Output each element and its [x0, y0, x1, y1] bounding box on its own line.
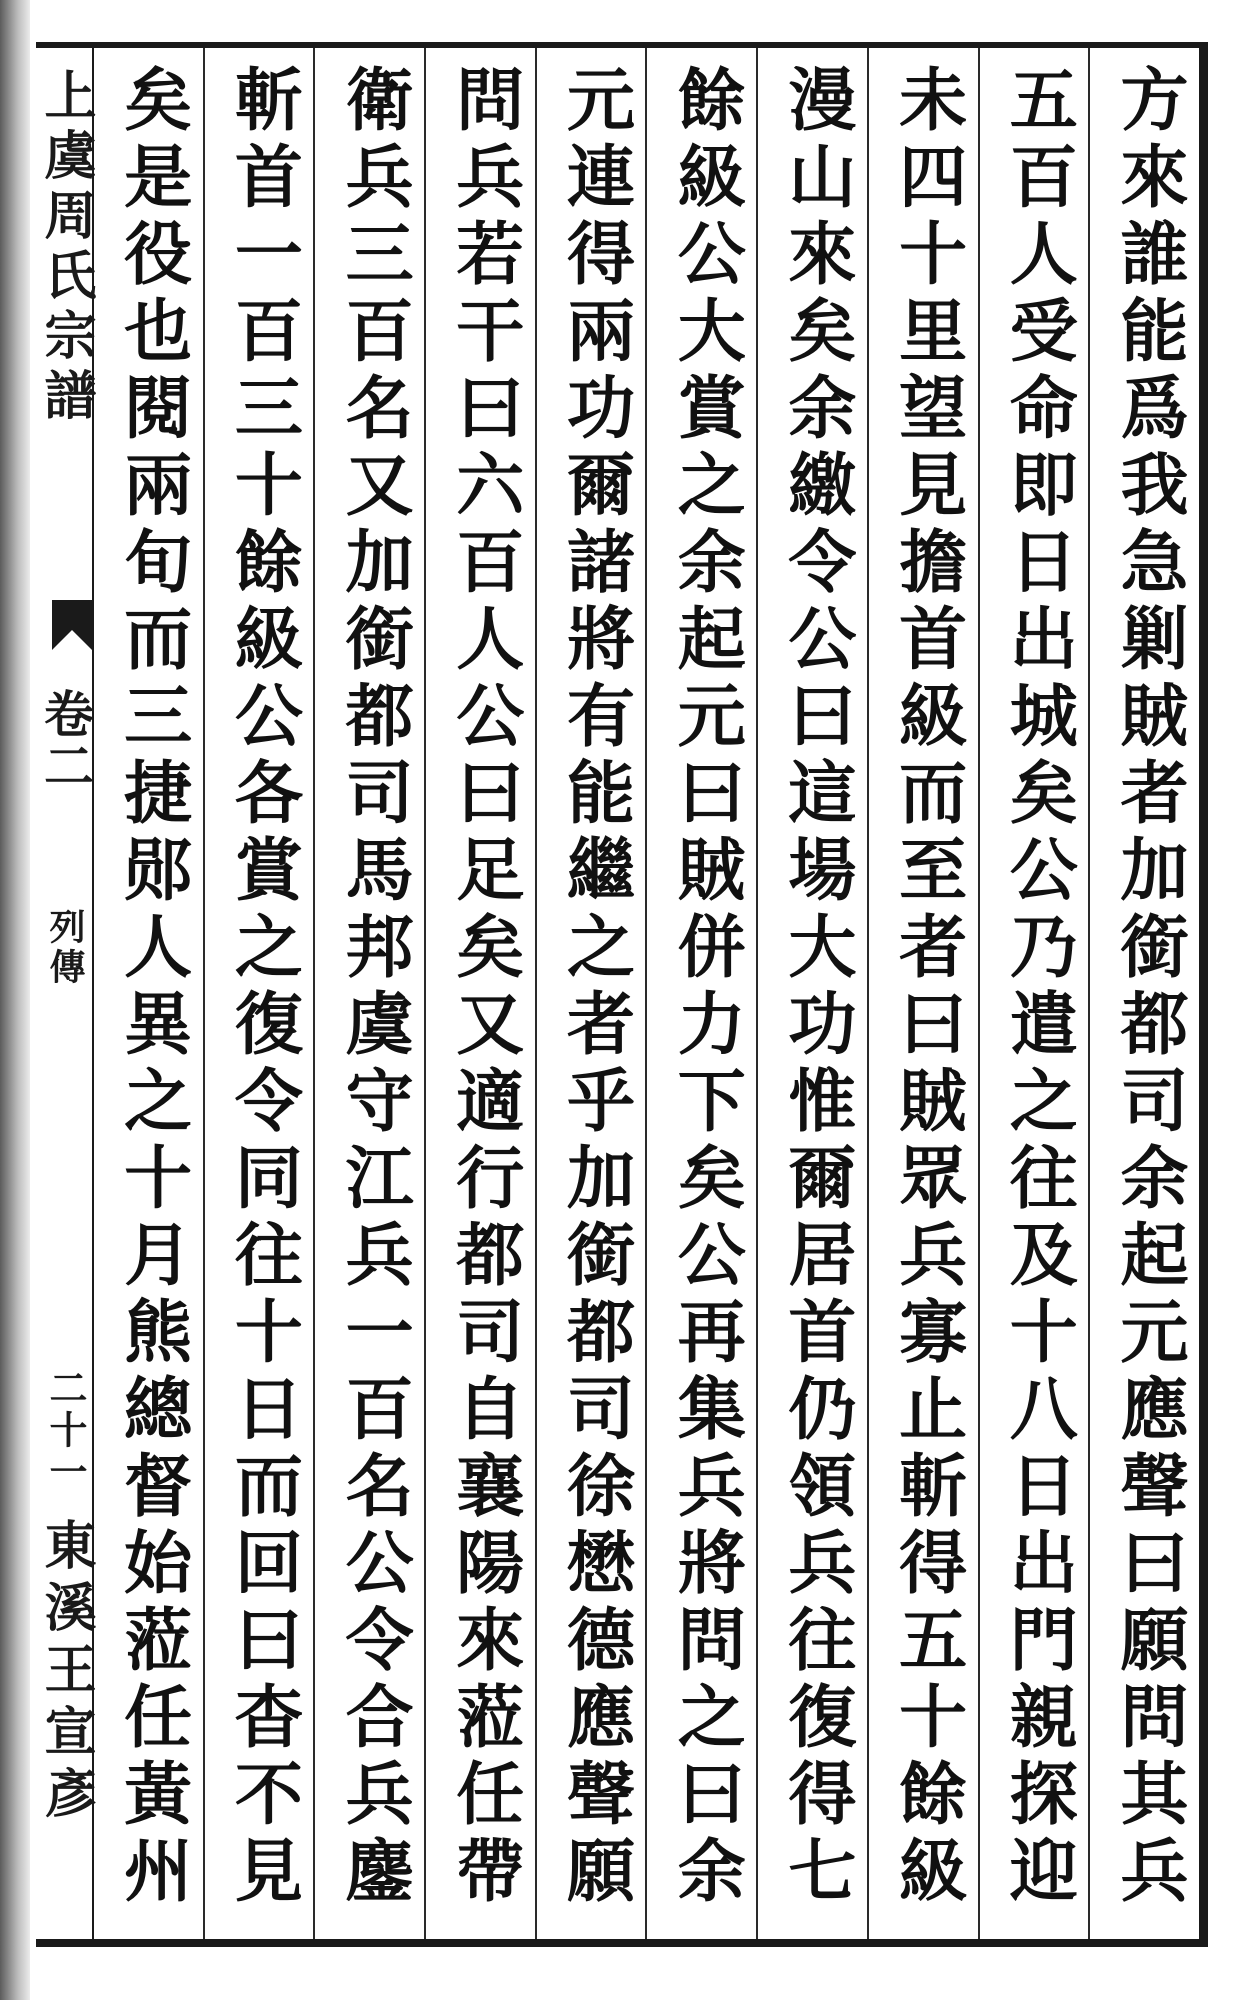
section-label: 列傳: [44, 908, 86, 988]
column-text: 五百人受命即日出城矣公乃遣之往及十八日出門親探迎: [998, 64, 1079, 1912]
text-column: [313, 48, 424, 1939]
column-text: 斬首一百三十餘級公各賞之復令同往十日而回曰杳不見: [223, 64, 304, 1912]
text-column: [535, 48, 646, 1939]
column-text: 方來誰能爲我急剿賊者加銜都司余起元應聲曰願問其兵: [1109, 64, 1189, 1912]
column-text: 元連得兩功爾諸將有能繼之者乎加銜都司徐懋德應聲願: [555, 64, 636, 1912]
column-text: 矣是役也閱兩旬而三捷郧人異之十月熊總督始蒞任黃州: [112, 64, 193, 1912]
genealogy-title: 上虞周氏宗譜: [35, 68, 96, 428]
top-margin: [30, 0, 1257, 40]
text-column: [94, 48, 203, 1939]
margin-strip: [36, 48, 94, 1939]
column-text: 問兵若干曰六百人公曰足矣又適行都司自襄陽來蒞任帶: [444, 64, 525, 1912]
text-column: [645, 48, 756, 1939]
text-column: [867, 48, 978, 1939]
text-column: [978, 48, 1089, 1939]
text-column: [424, 48, 535, 1939]
page-number: 二十一: [43, 1368, 88, 1494]
publisher-label: 東溪王宣彥: [35, 1518, 96, 1828]
text-column: [1088, 48, 1199, 1939]
text-column: [203, 48, 314, 1939]
volume-label: 卷二: [36, 688, 95, 792]
text-column: [756, 48, 867, 1939]
text-columns: [94, 48, 1199, 1939]
binding-edge: [0, 0, 30, 2000]
column-text: 未四十里望見擔首級而至者曰賊眾兵寡止斬得五十餘級: [887, 64, 968, 1912]
column-text: 衛兵三百名又加銜都司馬邦虞守江兵一百名公令合兵鏖: [334, 64, 415, 1912]
column-text: 餘級公大賞之余起元曰賊併力下矣公再集兵將問之曰余: [666, 64, 747, 1912]
column-text: 漫山來矣余繳令公曰這場大功惟爾居首仍領兵往復得七: [776, 64, 857, 1912]
